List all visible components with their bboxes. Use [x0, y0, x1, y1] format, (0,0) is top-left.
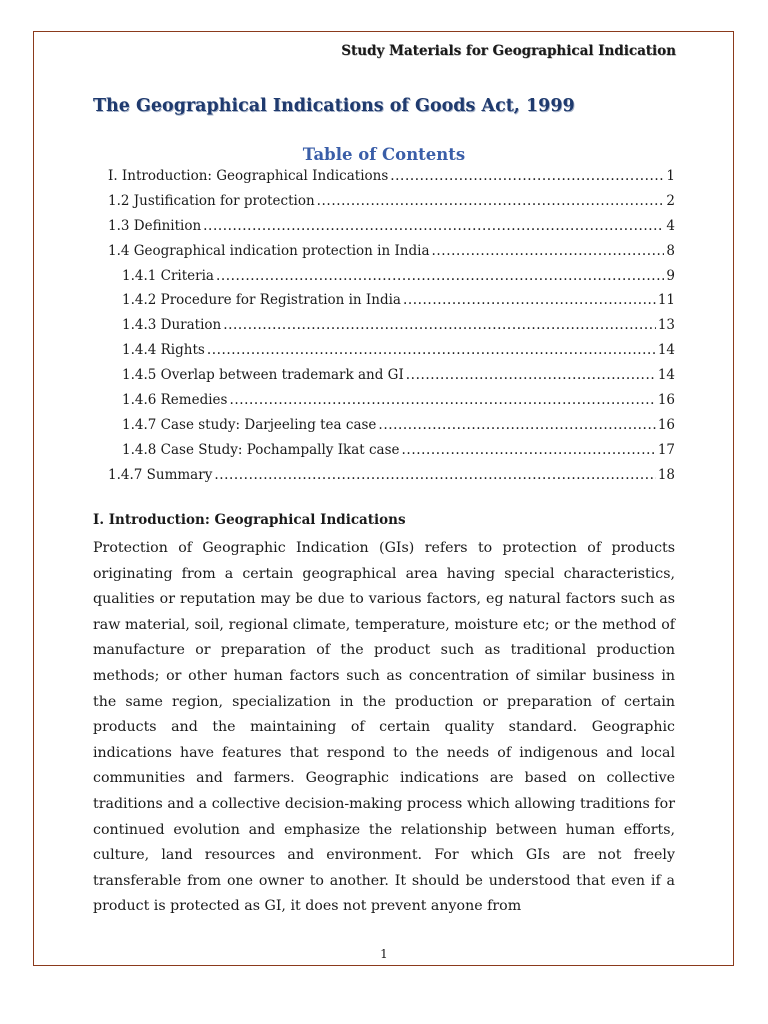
toc-leader-dots	[378, 413, 655, 438]
toc-entry[interactable]	[108, 189, 675, 214]
toc-entry[interactable]	[108, 164, 675, 189]
toc-entry[interactable]	[108, 363, 675, 388]
toc-entry-page: 11	[657, 292, 675, 309]
toc-entry[interactable]	[108, 463, 675, 488]
toc-entry-page: 16	[657, 392, 675, 409]
toc-entry[interactable]	[108, 288, 675, 313]
toc-entry-page: 17	[657, 441, 675, 458]
toc-entry-label: 1.4.6 Remedies	[122, 392, 228, 409]
toc-leader-dots	[432, 239, 665, 264]
toc-entry[interactable]	[108, 313, 675, 338]
toc-entry[interactable]	[108, 239, 675, 264]
toc-entry-page: 18	[657, 466, 675, 483]
toc-leader-dots	[403, 288, 656, 313]
running-header: Study Materials for Geographical Indication	[341, 43, 676, 59]
toc-entry-label: 1.4.2 Procedure for Registration in India	[122, 292, 401, 309]
toc-entry-page: 16	[657, 416, 675, 433]
toc-entry[interactable]	[108, 264, 675, 289]
toc-entry[interactable]	[108, 338, 675, 363]
toc-entry[interactable]	[108, 438, 675, 463]
toc-entry-page: 4	[666, 217, 675, 234]
page-number: 1	[380, 947, 388, 961]
toc-leader-dots	[390, 164, 664, 189]
toc-entry-page: 14	[657, 342, 675, 359]
toc-entry[interactable]	[108, 214, 675, 239]
toc-entry-label: 1.4.1 Criteria	[122, 267, 214, 284]
toc-entry-label: 1.4.4 Rights	[122, 342, 205, 359]
toc-entry-page: 14	[657, 367, 675, 384]
toc-entry-page: 2	[666, 192, 675, 209]
toc-entry[interactable]	[108, 413, 675, 438]
toc-leader-dots	[229, 388, 655, 413]
toc-entry-page: 13	[657, 317, 675, 334]
toc-entry-label: 1.4.7 Case study: Darjeeling tea case	[122, 416, 377, 433]
toc-entry-page: 1	[666, 168, 675, 184]
toc-leader-dots	[203, 214, 664, 239]
toc-leader-dots	[214, 463, 655, 488]
toc-entry-page: 8	[666, 242, 675, 259]
table-of-contents	[108, 164, 675, 488]
section-heading: I. Introduction: Geographical Indications	[93, 512, 406, 528]
toc-entry-label: 1.4.7 Summary	[108, 466, 213, 483]
document-title: The Geographical Indications of Goods Act, 1999	[93, 96, 575, 116]
body-paragraph: Protection of Geographic Indication (GIs) refers to protection of products originating from a certain geographical area having special characteristics, qualities or reputation may be due to various factors, eg natural factors such as raw material, soil, regional climate, temperature, moisture etc; or the method of manufacture or preparation of the product such as traditional production methods; or other human factors such as concentration of similar business in the same region, specialization in the production or preparation of certain products and the maintaining of certain quality standard. Geographic indications have features that respond to the needs of indigenous and local communities and farmers. Geographic indications are based on collective traditions and a collective decision-making process which allowing traditions for continued evolution and emphasize the relationship between human efforts, culture, land resources and environment. For which GIs are not freely transferable from one owner to another. It should be understood that even if a product is protected as GI, it does not prevent anyone from	[93, 540, 675, 915]
toc-entry-label: I. Introduction: Geographical Indications	[108, 168, 389, 184]
toc-entry-label: 1.4.3 Duration	[122, 317, 222, 334]
toc-leader-dots	[402, 438, 656, 463]
toc-leader-dots	[317, 189, 665, 214]
toc-entry-label: 1.4 Geographical indication protection in India	[108, 242, 430, 259]
toc-entry-label: 1.4.8 Case Study: Pochampally Ikat case	[122, 441, 400, 458]
toc-heading: Table of Contents	[302, 145, 466, 164]
toc-entry-label: 1.2 Justification for protection	[108, 192, 315, 209]
toc-leader-dots	[207, 338, 656, 363]
toc-entry-page: 9	[666, 267, 675, 284]
toc-entry-label: 1.4.5 Overlap between trademark and GI	[122, 367, 404, 384]
toc-leader-dots	[216, 264, 664, 289]
toc-entry[interactable]	[108, 388, 675, 413]
toc-entry-label: 1.3 Definition	[108, 217, 202, 234]
toc-leader-dots	[223, 313, 656, 338]
toc-leader-dots	[406, 363, 656, 388]
